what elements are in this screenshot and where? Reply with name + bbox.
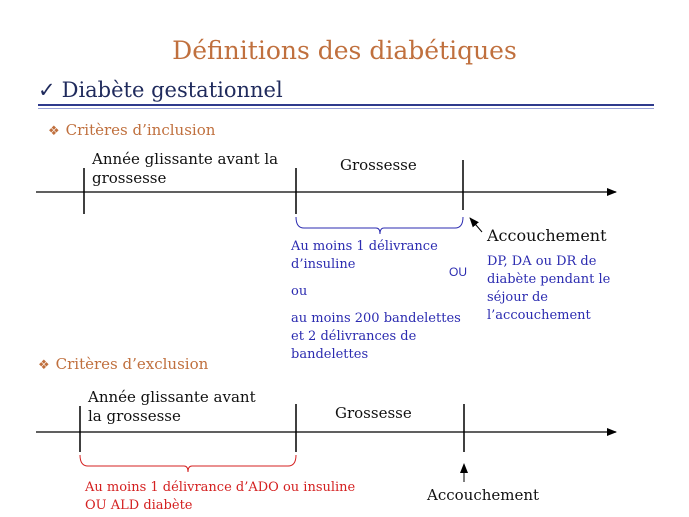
inclusion-heading-label: Critères d’inclusion [65,121,216,139]
criteria-line: OU ALD diabète [85,498,193,513]
exclusion-brace [80,455,296,472]
period-before-line: Année glissante avant [88,388,256,406]
period-before-line: la grossesse [88,407,181,425]
criteria-line: d’insuline [291,257,356,272]
criteria-line: au moins 200 bandelettes [291,311,461,326]
check-icon: ✓ [38,78,56,102]
criteria-line: l’accouchement [487,308,591,323]
inclusion-brace [296,217,463,234]
diamond-bullet-icon: ❖ [38,358,50,373]
exclusion-delivery-label: Accouchement [427,486,540,504]
period-before-line: grossesse [92,169,167,187]
diamond-bullet-icon: ❖ [48,124,60,139]
inclusion-delivery-label: Accouchement [487,226,607,245]
exclusion-heading-label: Critères d’exclusion [55,355,209,373]
criteria-or: ou [291,284,308,299]
criteria-line: et 2 délivrances de [291,329,417,344]
criteria-line: séjour de [487,290,548,305]
criteria-line: diabète pendant le [487,272,611,287]
page-title: Définitions des diabétiques [172,36,517,65]
inclusion-pregnancy-label: Grossesse [340,156,417,174]
criteria-line: Au moins 1 délivrance d’ADO ou insuline [85,480,356,495]
ou-label: OU [449,265,467,279]
criteria-line: bandelettes [291,347,369,362]
criteria-line: Au moins 1 délivrance [291,239,438,254]
period-before-line: Année glissante avant la [92,150,279,168]
criteria-line: DP, DA ou DR de [487,254,597,269]
delivery-pointer-arrow [470,218,482,232]
exclusion-pregnancy-label: Grossesse [335,404,412,422]
section-label: Diabète gestationnel [61,78,283,102]
